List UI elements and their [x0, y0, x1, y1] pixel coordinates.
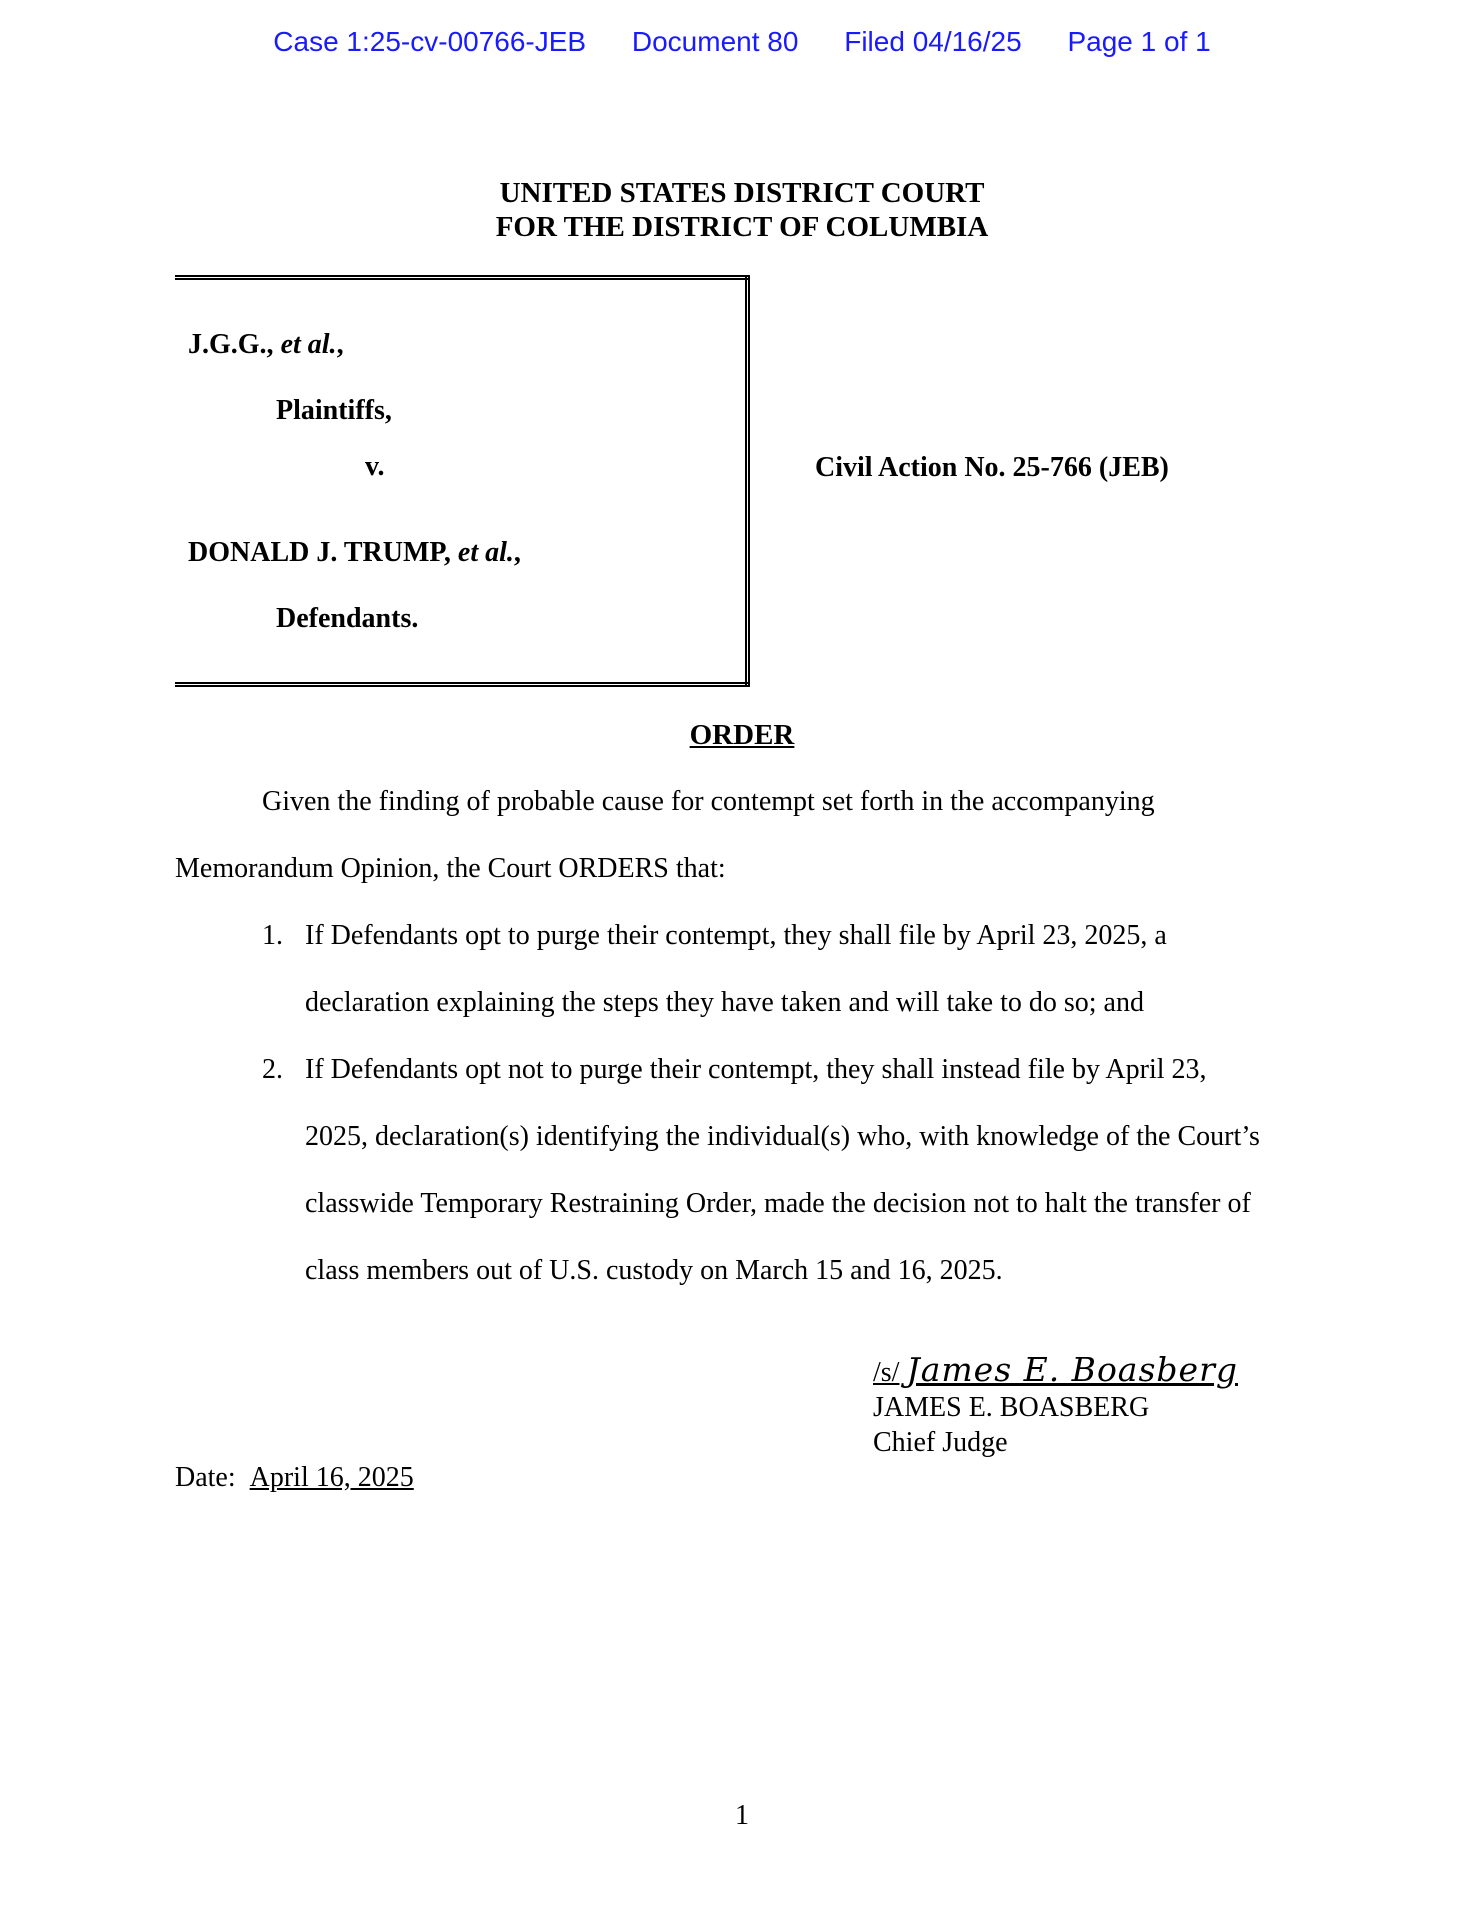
- defendant-comma: ,: [513, 537, 521, 568]
- defendant-et-al: et al.: [457, 537, 514, 568]
- signature-script: James E. Boasberg: [906, 1350, 1238, 1389]
- order-item-1-number: 1.: [262, 920, 283, 951]
- judge-title: Chief Judge: [873, 1427, 1008, 1458]
- court-title-line2: FOR THE DISTRICT OF COLUMBIA: [495, 211, 989, 243]
- defendants-label: Defendants.: [276, 603, 419, 634]
- signature-block: [873, 1352, 1238, 1460]
- civil-action-number: Civil Action No. 25-766 (JEB): [815, 452, 1169, 483]
- plaintiff-name: [188, 329, 344, 361]
- order-item-2-line-3: classwide Temporary Restraining Order, made the decision not to halt the transfer of: [305, 1188, 1251, 1219]
- plaintiffs-label: Plaintiffs,: [276, 395, 392, 426]
- signature-line: [873, 1352, 1238, 1390]
- versus-label: v.: [365, 451, 385, 482]
- plaintiff-et-al: et al.: [280, 329, 337, 360]
- court-title: [0, 176, 1484, 244]
- caption-border-right: [745, 275, 750, 687]
- court-title-line1: UNITED STATES DISTRICT COURT: [499, 177, 985, 209]
- order-item-2-line-4: class members out of U.S. custody on March 15 and 16, 2025.: [305, 1255, 1003, 1286]
- order-intro-line-2: Memorandum Opinion, the Court ORDERS that:: [175, 853, 726, 884]
- date-line: [175, 1462, 414, 1494]
- order-item-2-number: 2.: [262, 1054, 283, 1085]
- ecf-case-number: Case 1:25-cv-00766-JEB: [273, 26, 587, 57]
- order-intro-line-1: Given the finding of probable cause for contempt set forth in the accompanying: [262, 786, 1155, 817]
- plaintiff-name-text: J.G.G.,: [188, 329, 281, 360]
- case-caption-box: [175, 275, 750, 687]
- signature-prefix: /s/: [873, 1357, 900, 1388]
- order-item-2-line-2: 2025, declaration(s) identifying the individual(s) who, with knowledge of the Court’s: [305, 1121, 1260, 1152]
- ecf-filed-date: Filed 04/16/25: [844, 26, 1022, 57]
- ecf-document-number: Document 80: [631, 26, 799, 57]
- date-label: Date:: [175, 1462, 236, 1493]
- plaintiff-comma: ,: [336, 329, 344, 360]
- order-item-1-line-1: If Defendants opt to purge their contempt, they shall file by April 23, 2025, a: [305, 920, 1167, 951]
- caption-border-top: [175, 275, 750, 280]
- order-item-2-line-1: If Defendants opt not to purge their contempt, they shall instead file by April 23,: [305, 1054, 1207, 1085]
- date-value: April 16, 2025: [249, 1462, 414, 1493]
- order-item-1-line-2: declaration explaining the steps they have taken and will take to do so; and: [305, 987, 1144, 1018]
- caption-border-bottom: [175, 682, 750, 687]
- defendant-name-text: DONALD J. TRUMP,: [188, 537, 458, 568]
- ecf-header: [0, 26, 1484, 58]
- order-heading: ORDER: [689, 719, 795, 751]
- defendant-name: [188, 537, 521, 569]
- page-number: 1: [735, 1800, 749, 1831]
- ecf-page-count: Page 1 of 1: [1067, 26, 1211, 57]
- judge-name: JAMES E. BOASBERG: [873, 1392, 1150, 1423]
